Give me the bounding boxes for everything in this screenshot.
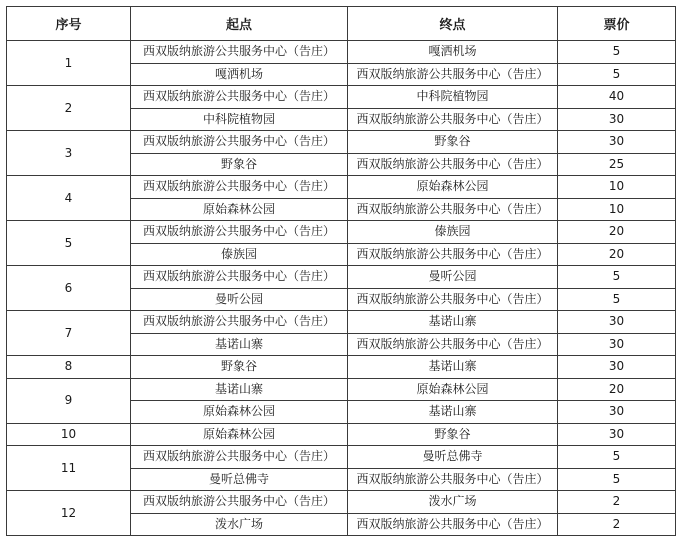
origin-cell: 西双版纳旅游公共服务中心（告庄）: [131, 221, 348, 244]
table-row: [7, 176, 676, 199]
fare-cell: 5: [558, 468, 676, 491]
header-destination: 终点: [348, 7, 558, 41]
fare-cell: 40: [558, 86, 676, 109]
destination-cell: 西双版纳旅游公共服务中心（告庄）: [348, 513, 558, 536]
table-row: [7, 378, 676, 401]
fare-cell: 2: [558, 491, 676, 514]
route-index-cell: 4: [7, 176, 131, 221]
fare-cell: 5: [558, 446, 676, 469]
destination-cell: 基诺山寨: [348, 311, 558, 334]
table-row: [7, 356, 676, 379]
destination-cell: 基诺山寨: [348, 401, 558, 424]
fare-cell: 10: [558, 176, 676, 199]
origin-cell: 泼水广场: [131, 513, 348, 536]
origin-cell: 西双版纳旅游公共服务中心（告庄）: [131, 131, 348, 154]
origin-cell: 野象谷: [131, 356, 348, 379]
fare-cell: 5: [558, 63, 676, 86]
fare-cell: 30: [558, 131, 676, 154]
table-body: [7, 41, 676, 536]
destination-cell: 原始森林公园: [348, 176, 558, 199]
origin-cell: 曼听公园: [131, 288, 348, 311]
fare-cell: 20: [558, 243, 676, 266]
table-row: [7, 86, 676, 109]
origin-cell: 傣族园: [131, 243, 348, 266]
destination-cell: 傣族园: [348, 221, 558, 244]
origin-cell: 野象谷: [131, 153, 348, 176]
fare-cell: 5: [558, 266, 676, 289]
destination-cell: 西双版纳旅游公共服务中心（告庄）: [348, 288, 558, 311]
destination-cell: 曼听公园: [348, 266, 558, 289]
destination-cell: 西双版纳旅游公共服务中心（告庄）: [348, 243, 558, 266]
destination-cell: 基诺山寨: [348, 356, 558, 379]
table-row: [7, 131, 676, 154]
route-index-cell: 1: [7, 41, 131, 86]
route-index-cell: 10: [7, 423, 131, 446]
table-row: [7, 221, 676, 244]
destination-cell: 原始森林公园: [348, 378, 558, 401]
origin-cell: 基诺山寨: [131, 333, 348, 356]
fare-cell: 5: [558, 288, 676, 311]
destination-cell: 曼听总佛寺: [348, 446, 558, 469]
table-row: [7, 446, 676, 469]
table-row: [7, 423, 676, 446]
destination-cell: 西双版纳旅游公共服务中心（告庄）: [348, 333, 558, 356]
table-row: [7, 266, 676, 289]
origin-cell: 曼听总佛寺: [131, 468, 348, 491]
destination-cell: 西双版纳旅游公共服务中心（告庄）: [348, 468, 558, 491]
fare-cell: 10: [558, 198, 676, 221]
destination-cell: 野象谷: [348, 423, 558, 446]
fare-cell: 30: [558, 108, 676, 131]
table-row: [7, 491, 676, 514]
destination-cell: 嘎洒机场: [348, 41, 558, 64]
route-index-cell: 6: [7, 266, 131, 311]
origin-cell: 西双版纳旅游公共服务中心（告庄）: [131, 86, 348, 109]
destination-cell: 野象谷: [348, 131, 558, 154]
origin-cell: 嘎洒机场: [131, 63, 348, 86]
route-index-cell: 12: [7, 491, 131, 536]
route-index-cell: 11: [7, 446, 131, 491]
origin-cell: 西双版纳旅游公共服务中心（告庄）: [131, 311, 348, 334]
origin-cell: 西双版纳旅游公共服务中心（告庄）: [131, 176, 348, 199]
destination-cell: 西双版纳旅游公共服务中心（告庄）: [348, 153, 558, 176]
fare-table: [6, 6, 676, 536]
fare-cell: 30: [558, 311, 676, 334]
fare-cell: 2: [558, 513, 676, 536]
fare-cell: 30: [558, 401, 676, 424]
origin-cell: 原始森林公园: [131, 423, 348, 446]
destination-cell: 西双版纳旅游公共服务中心（告庄）: [348, 108, 558, 131]
table-row: [7, 311, 676, 334]
route-index-cell: 8: [7, 356, 131, 379]
fare-cell: 5: [558, 41, 676, 64]
destination-cell: 西双版纳旅游公共服务中心（告庄）: [348, 198, 558, 221]
header-fare: 票价: [558, 7, 676, 41]
fare-cell: 30: [558, 356, 676, 379]
destination-cell: 泼水广场: [348, 491, 558, 514]
origin-cell: 西双版纳旅游公共服务中心（告庄）: [131, 41, 348, 64]
fare-cell: 30: [558, 333, 676, 356]
fare-cell: 20: [558, 378, 676, 401]
destination-cell: 中科院植物园: [348, 86, 558, 109]
origin-cell: 西双版纳旅游公共服务中心（告庄）: [131, 266, 348, 289]
header-origin: 起点: [131, 7, 348, 41]
route-index-cell: 7: [7, 311, 131, 356]
fare-cell: 30: [558, 423, 676, 446]
origin-cell: 基诺山寨: [131, 378, 348, 401]
fare-cell: 25: [558, 153, 676, 176]
table-row: [7, 41, 676, 64]
route-index-cell: 2: [7, 86, 131, 131]
route-index-cell: 5: [7, 221, 131, 266]
header-row: [7, 7, 676, 41]
origin-cell: 西双版纳旅游公共服务中心（告庄）: [131, 446, 348, 469]
origin-cell: 西双版纳旅游公共服务中心（告庄）: [131, 491, 348, 514]
fare-cell: 20: [558, 221, 676, 244]
route-index-cell: 3: [7, 131, 131, 176]
origin-cell: 原始森林公园: [131, 198, 348, 221]
origin-cell: 原始森林公园: [131, 401, 348, 424]
route-index-cell: 9: [7, 378, 131, 423]
origin-cell: 中科院植物园: [131, 108, 348, 131]
destination-cell: 西双版纳旅游公共服务中心（告庄）: [348, 63, 558, 86]
header-index: 序号: [7, 7, 131, 41]
